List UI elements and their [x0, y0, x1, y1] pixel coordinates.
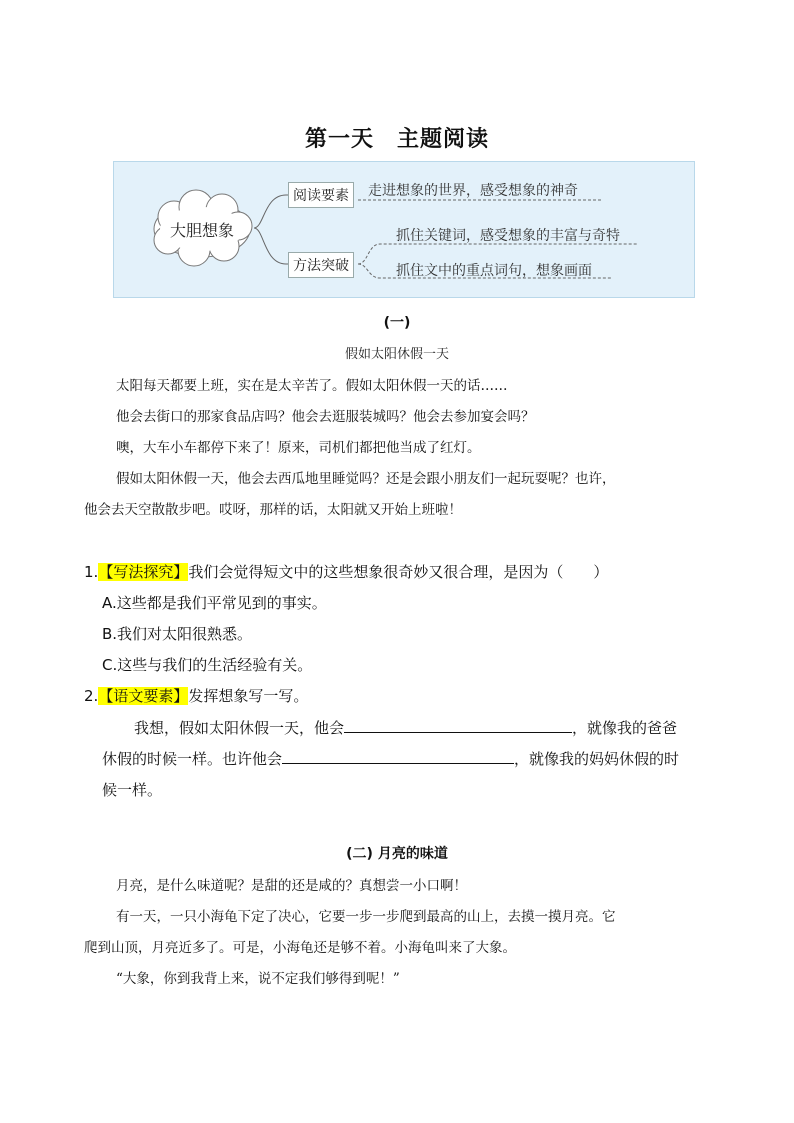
story2-paragraph-3: “大象，你到我背上来，说不定我们够得到呢！”	[116, 971, 400, 987]
section2-heading: (二) 月亮的味道	[346, 846, 448, 862]
story1-paragraph-4: 假如太阳休假一天，他会去西瓜地里睡觉吗？还是会跟小朋友们一起玩耍呢？也许，	[116, 471, 616, 487]
story1-title: 假如太阳休假一天	[344, 347, 449, 362]
page-title: 第一天 主题阅读	[304, 127, 489, 152]
story2-paragraph-1: 月亮，是什么味道呢？是甜的还是咸的？真想尝一小口啊！	[116, 878, 467, 894]
question-2-tag: 【语文要素】	[98, 687, 189, 705]
question-1-option-c[interactable]: C.这些与我们的生活经验有关。	[102, 656, 313, 674]
question-2-text: 发挥想象写一写。	[188, 687, 309, 705]
question-1-option-a[interactable]: A.这些都是我们平常见到的事实。	[102, 594, 327, 612]
question-2-number: 2.	[84, 687, 99, 705]
question-2-line-1	[134, 717, 677, 738]
question-2-line-2	[102, 748, 679, 769]
mind-map-branch2-leaf-1: 抓住关键词，感受想象的丰富与奇特	[396, 228, 620, 244]
question-1-tag: 【写法探究】	[98, 563, 189, 581]
question-2-line-1-end: ，就像我的爸爸	[572, 719, 678, 737]
mind-map-branch2-label: 方法突破	[288, 252, 354, 278]
question-1	[84, 561, 608, 582]
question-2-line-2-end: ，就像我的妈妈休假的时	[514, 750, 680, 768]
story1-paragraph-4-cont: 他会去天空散散步吧。哎呀，那样的话，太阳就又开始上班啦！	[84, 502, 462, 518]
question-1-text: 我们会觉得短文中的这些想象很奇妙又很合理，是因为（ ）	[188, 563, 609, 581]
story2-paragraph-2-cont: 爬到山顶，月亮近多了。可是，小海龟还是够不着。小海龟叫来了大象。	[84, 940, 516, 956]
section1-heading: (一)	[383, 315, 411, 331]
answer-blank-2[interactable]	[282, 749, 514, 764]
mind-map-branch1-leaf: 走进想象的世界，感受想象的神奇	[368, 183, 578, 199]
mind-map-branch2-leaf-2: 抓住文中的重点词句，想象画面	[396, 263, 592, 279]
mind-map-center: 大胆想象	[169, 221, 234, 240]
question-1-option-b[interactable]: B.我们对太阳很熟悉。	[102, 625, 253, 643]
question-1-number: 1.	[84, 563, 99, 581]
question-2-line-2-start: 休假的时候一样。也许他会	[102, 750, 283, 768]
story1-paragraph-1: 太阳每天都要上班，实在是太辛苦了。假如太阳休假一天的话……	[116, 378, 508, 394]
question-2-line-1-start: 我想，假如太阳休假一天，他会	[134, 719, 345, 737]
story2-paragraph-2: 有一天，一只小海龟下定了决心，它要一步一步爬到最高的山上，去摸一摸月亮。它	[116, 909, 616, 925]
mind-map-branch1-label: 阅读要素	[288, 182, 354, 208]
mind-map	[113, 161, 695, 298]
story1-paragraph-3: 噢，大车小车都停下来了！原来，司机们都把他当成了红灯。	[116, 440, 481, 456]
answer-blank-1[interactable]	[344, 718, 572, 733]
question-2	[84, 685, 308, 706]
story1-paragraph-2: 他会去街口的那家食品店吗？他会去逛服装城吗？他会去参加宴会吗？	[116, 409, 535, 425]
question-2-line-3: 候一样。	[102, 781, 163, 799]
